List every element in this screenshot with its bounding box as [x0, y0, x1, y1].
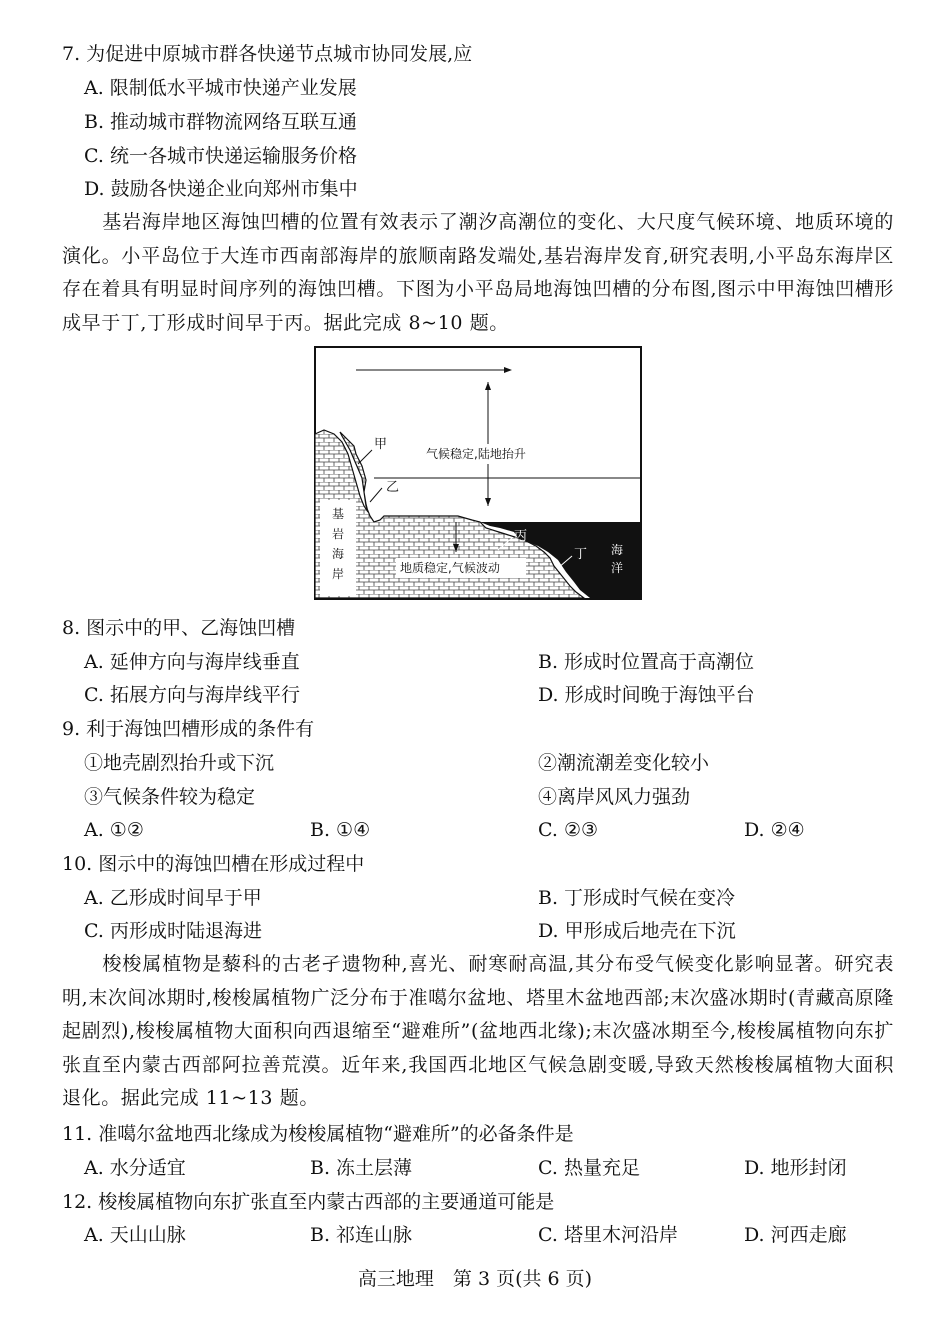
passage-2 [62, 948, 894, 1116]
q9-option-b: B. ①④ [310, 819, 371, 841]
passage-1-text: 基岩海岸地区海蚀凹槽的位置有效表示了潮汐高潮位的变化、大尺度气候环境、地质环境的演化。小平岛位于大连市西南部海岸的旅顺南路发端处,基岩海岸发育,研究表明,小平岛东海岸区存在着具有明显时间序列的海蚀凹槽。下图为小平岛局地海蚀凹槽的分布图,图示中甲海蚀凹槽形成早于丁,丁形成时间早于丙。据此完成 8~10 题。 [62, 211, 894, 334]
label-jia: 甲 [374, 437, 388, 452]
label-bing: 丙 [514, 529, 528, 544]
sea-char-2: 洋 [610, 561, 624, 575]
q9-stem: 9. 利于海蚀凹槽形成的条件有 [62, 718, 315, 740]
q9-item-1: ①地壳剧烈抬升或下沉 [84, 752, 275, 774]
q7-stem: 7. 为促进中原城市群各快递节点城市协同发展,应 [62, 43, 473, 65]
passage-2-text: 梭梭属植物是藜科的古老孑遗物种,喜光、耐寒耐高温,其分布受气候变化影响显著。研究表明,末次间冰期时,梭梭属植物广泛分布于准噶尔盆地、塔里木盆地西部;末次盛冰期时(青藏高原隆起剧烈),梭梭属植物大面积向西退缩至“避难所”(盆地西北缘);末次盛冰期至今,梭梭属植物向东扩张直至内蒙古西部阿拉善荒漠。近年来,我国西北地区气候急剧变暖,导致天然梭梭属植物大面积退化。据此完成 11~13 题。 [62, 953, 894, 1109]
rock-char-1: 基 [331, 507, 345, 521]
q12-option-d: D. 河西走廊 [744, 1224, 847, 1246]
q9-option-c: C. ②③ [538, 819, 599, 841]
sea-char-1: 海 [610, 543, 624, 557]
q7-option-b: B. 推动城市群物流网络互联互通 [84, 111, 358, 133]
lower-note: 地质稳定,气候波动 [400, 561, 500, 575]
q10-option-d: D. 甲形成后地壳在下沉 [538, 920, 736, 942]
q7-option-a: A. 限制低水平城市快递产业发展 [84, 77, 357, 99]
rock-char-3: 海 [331, 547, 345, 561]
sea-notch-figure [314, 346, 642, 600]
q7-option-d: D. 鼓励各快递企业向郑州市集中 [84, 178, 358, 200]
q8-option-b: B. 形成时位置高于高潮位 [538, 651, 755, 673]
q8-stem: 8. 图示中的甲、乙海蚀凹槽 [62, 617, 296, 639]
q12-stem: 12. 梭梭属植物向东扩张直至内蒙古西部的主要通道可能是 [62, 1191, 555, 1213]
upper-note: 气候稳定,陆地抬升 [426, 447, 526, 461]
sea-notch-diagram [314, 346, 642, 600]
q9-option-d: D. ②④ [744, 819, 805, 841]
label-yi: 乙 [386, 480, 400, 495]
q10-stem: 10. 图示中的海蚀凹槽在形成过程中 [62, 853, 365, 875]
q9-option-a: A. ①② [84, 819, 144, 841]
q11-option-a: A. 水分适宜 [84, 1157, 186, 1179]
q12-option-a: A. 天山山脉 [84, 1224, 186, 1246]
q12-option-b: B. 祁连山脉 [310, 1224, 413, 1246]
q10-option-c: C. 丙形成时陆退海进 [84, 920, 262, 942]
q8-option-a: A. 延伸方向与海岸线垂直 [84, 651, 300, 673]
q10-option-b: B. 丁形成时气候在变冷 [538, 887, 736, 909]
passage-1 [62, 206, 894, 340]
q8-option-c: C. 拓展方向与海岸线平行 [84, 684, 300, 706]
rock-char-4: 岸 [331, 567, 345, 581]
q11-option-c: C. 热量充足 [538, 1157, 640, 1179]
q9-item-3: ③气候条件较为稳定 [84, 786, 256, 808]
q11-stem: 11. 准噶尔盆地西北缘成为梭梭属植物“避难所”的必备条件是 [62, 1123, 574, 1145]
rock-char-2: 岩 [331, 527, 345, 541]
q11-option-b: B. 冻土层薄 [310, 1157, 413, 1179]
q9-item-4: ④离岸风风力强劲 [538, 786, 691, 808]
label-ding: 丁 [574, 547, 588, 562]
page-footer: 高三地理 第 3 页(共 6 页) [357, 1268, 593, 1290]
q8-option-d: D. 形成时间晚于海蚀平台 [538, 684, 755, 706]
q7-option-c: C. 统一各城市快递运输服务价格 [84, 145, 357, 167]
q10-option-a: A. 乙形成时间早于甲 [84, 887, 262, 909]
q11-option-d: D. 地形封闭 [744, 1157, 847, 1179]
q9-item-2: ②潮流潮差变化较小 [538, 752, 710, 774]
q12-option-c: C. 塔里木河沿岸 [538, 1224, 678, 1246]
